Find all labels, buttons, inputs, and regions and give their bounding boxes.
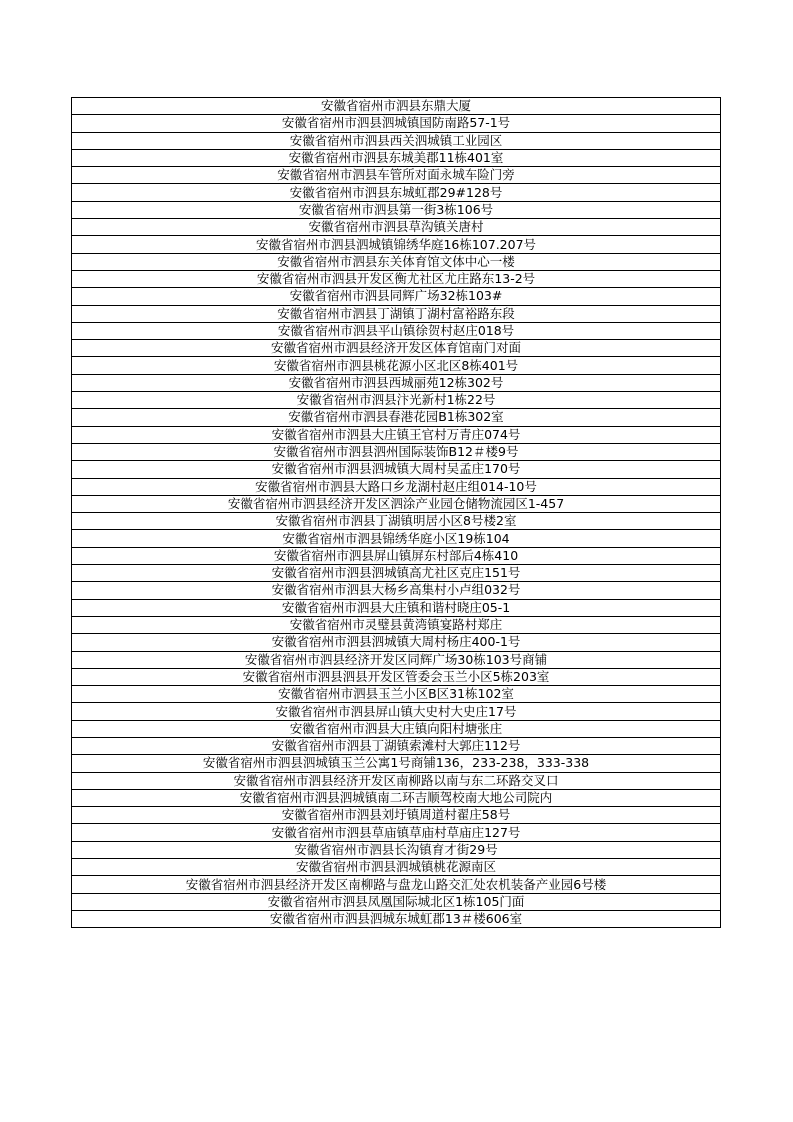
table-row: [72, 443, 721, 460]
table-row: [72, 115, 721, 132]
table-row: [72, 530, 721, 547]
table-row: [72, 565, 721, 582]
table-row: [72, 461, 721, 478]
address-cell: 安徽省宿州市泗县经济开发区同辉广场30栋103号商铺: [72, 651, 721, 668]
address-cell: 安徽省宿州市泗县汴光新村1栋22号: [72, 392, 721, 409]
table-row: [72, 495, 721, 512]
address-cell: 安徽省宿州市泗县大庄镇向阳村塘张庄: [72, 720, 721, 737]
table-row: [72, 893, 721, 910]
address-cell: 安徽省宿州市泗县泗城东城虹郡13＃楼606室: [72, 910, 721, 927]
address-cell: 安徽省宿州市泗县西关泗城镇工业园区: [72, 132, 721, 149]
table-row: [72, 651, 721, 668]
table-row: [72, 253, 721, 270]
address-cell: 安徽省宿州市泗县同辉广场32栋103#: [72, 288, 721, 305]
address-table-body: [72, 98, 721, 928]
table-row: [72, 703, 721, 720]
address-cell: 安徽省宿州市泗县泗城镇桃花源南区: [72, 859, 721, 876]
address-cell: 安徽省宿州市泗县草沟镇关唐村: [72, 219, 721, 236]
table-row: [72, 634, 721, 651]
address-cell: 安徽省宿州市泗县丁湖镇明居小区8号楼2室: [72, 513, 721, 530]
table-row: [72, 720, 721, 737]
address-cell: 安徽省宿州市泗县草庙镇草庙村草庙庄127号: [72, 824, 721, 841]
table-row: [72, 789, 721, 806]
address-cell: 安徽省宿州市泗县丁湖镇丁湖村富裕路东段: [72, 305, 721, 322]
address-cell: 安徽省宿州市泗县大杨乡高集村小卢组032号: [72, 582, 721, 599]
table-row: [72, 513, 721, 530]
address-cell: 安徽省宿州市泗县长沟镇育才街29号: [72, 841, 721, 858]
table-row: [72, 132, 721, 149]
table-row: [72, 270, 721, 287]
table-row: [72, 876, 721, 893]
table-row: [72, 149, 721, 166]
address-cell: 安徽省宿州市泗县泗城镇高尤社区克庄151号: [72, 565, 721, 582]
address-cell: 安徽省宿州市泗县凤凰国际城北区1栋105门面: [72, 893, 721, 910]
table-row: [72, 668, 721, 685]
table-row: [72, 357, 721, 374]
table-row: [72, 236, 721, 253]
address-cell: 安徽省宿州市泗县大庄镇王官村万青庄074号: [72, 426, 721, 443]
address-cell: 安徽省宿州市泗县泗城镇锦绣华庭16栋107.207号: [72, 236, 721, 253]
address-cell: 安徽省宿州市泗县锦绣华庭小区19栋104: [72, 530, 721, 547]
address-cell: 安徽省宿州市泗县平山镇徐贺村赵庄018号: [72, 322, 721, 339]
address-cell: 安徽省宿州市泗县东城美郡11栋401室: [72, 149, 721, 166]
address-cell: 安徽省宿州市灵璧县黄湾镇宴路村郑庄: [72, 616, 721, 633]
address-cell: 安徽省宿州市泗县泗县开发区管委会玉兰小区5栋203室: [72, 668, 721, 685]
address-table: [71, 97, 721, 928]
table-row: [72, 755, 721, 772]
address-cell: 安徽省宿州市泗县屏山镇大史村大史庄17号: [72, 703, 721, 720]
table-row: [72, 478, 721, 495]
table-row: [72, 772, 721, 789]
table-row: [72, 737, 721, 754]
address-cell: 安徽省宿州市泗县第一街3栋106号: [72, 201, 721, 218]
table-row: [72, 392, 721, 409]
address-cell: 安徽省宿州市泗县经济开发区体育馆南门对面: [72, 340, 721, 357]
table-row: [72, 824, 721, 841]
table-row: [72, 340, 721, 357]
table-row: [72, 686, 721, 703]
table-row: [72, 599, 721, 616]
address-cell: 安徽省宿州市泗县泗城镇南二环吉顺驾校南大地公司院内: [72, 789, 721, 806]
table-row: [72, 305, 721, 322]
table-row: [72, 910, 721, 927]
address-cell: 安徽省宿州市泗县刘圩镇周道村翟庄58号: [72, 807, 721, 824]
address-cell: 安徽省宿州市泗县泗城镇大周村吴孟庄170号: [72, 461, 721, 478]
table-row: [72, 426, 721, 443]
address-cell: 安徽省宿州市泗县东关体育馆文体中心一楼: [72, 253, 721, 270]
table-row: [72, 201, 721, 218]
table-row: [72, 288, 721, 305]
table-row: [72, 582, 721, 599]
address-cell: 安徽省宿州市泗县西城丽苑12栋302号: [72, 374, 721, 391]
table-row: [72, 409, 721, 426]
address-cell: 安徽省宿州市泗县泗城镇国防南路57-1号: [72, 115, 721, 132]
table-row: [72, 841, 721, 858]
address-cell: 安徽省宿州市泗县经济开发区泗涂产业园仓储物流园区1-457: [72, 495, 721, 512]
address-cell: 安徽省宿州市泗县大庄镇和谐村晓庄05-1: [72, 599, 721, 616]
address-cell: 安徽省宿州市泗县泗城镇玉兰公寓1号商铺136，233-238，333-338: [72, 755, 721, 772]
table-row: [72, 98, 721, 115]
address-cell: 安徽省宿州市泗县开发区衡尤社区尤庄路东13-2号: [72, 270, 721, 287]
table-row: [72, 322, 721, 339]
address-cell: 安徽省宿州市泗县车管所对面永城车险门旁: [72, 167, 721, 184]
table-row: [72, 374, 721, 391]
table-row: [72, 184, 721, 201]
table-row: [72, 167, 721, 184]
address-cell: 安徽省宿州市泗县东鼎大厦: [72, 98, 721, 115]
address-cell: 安徽省宿州市泗县春港花园B1栋302室: [72, 409, 721, 426]
address-cell: 安徽省宿州市泗县经济开发区南柳路以南与东二环路交叉口: [72, 772, 721, 789]
table-row: [72, 616, 721, 633]
address-cell: 安徽省宿州市泗县泗城镇大周村杨庄400-1号: [72, 634, 721, 651]
address-cell: 安徽省宿州市泗县丁湖镇索滩村大郭庄112号: [72, 737, 721, 754]
address-cell: 安徽省宿州市泗县经济开发区南柳路与盘龙山路交汇处农机装备产业园6号楼: [72, 876, 721, 893]
address-cell: 安徽省宿州市泗县屏山镇屏东村部后4栋410: [72, 547, 721, 564]
address-cell: 安徽省宿州市泗县大路口乡龙湖村赵庄组014-10号: [72, 478, 721, 495]
address-cell: 安徽省宿州市泗县玉兰小区B区31栋102室: [72, 686, 721, 703]
table-row: [72, 807, 721, 824]
table-row: [72, 219, 721, 236]
table-row: [72, 859, 721, 876]
address-cell: 安徽省宿州市泗县桃花源小区北区8栋401号: [72, 357, 721, 374]
address-cell: 安徽省宿州市泗县东城虹郡29#128号: [72, 184, 721, 201]
address-cell: 安徽省宿州市泗县泗州国际装饰B12＃楼9号: [72, 443, 721, 460]
table-row: [72, 547, 721, 564]
